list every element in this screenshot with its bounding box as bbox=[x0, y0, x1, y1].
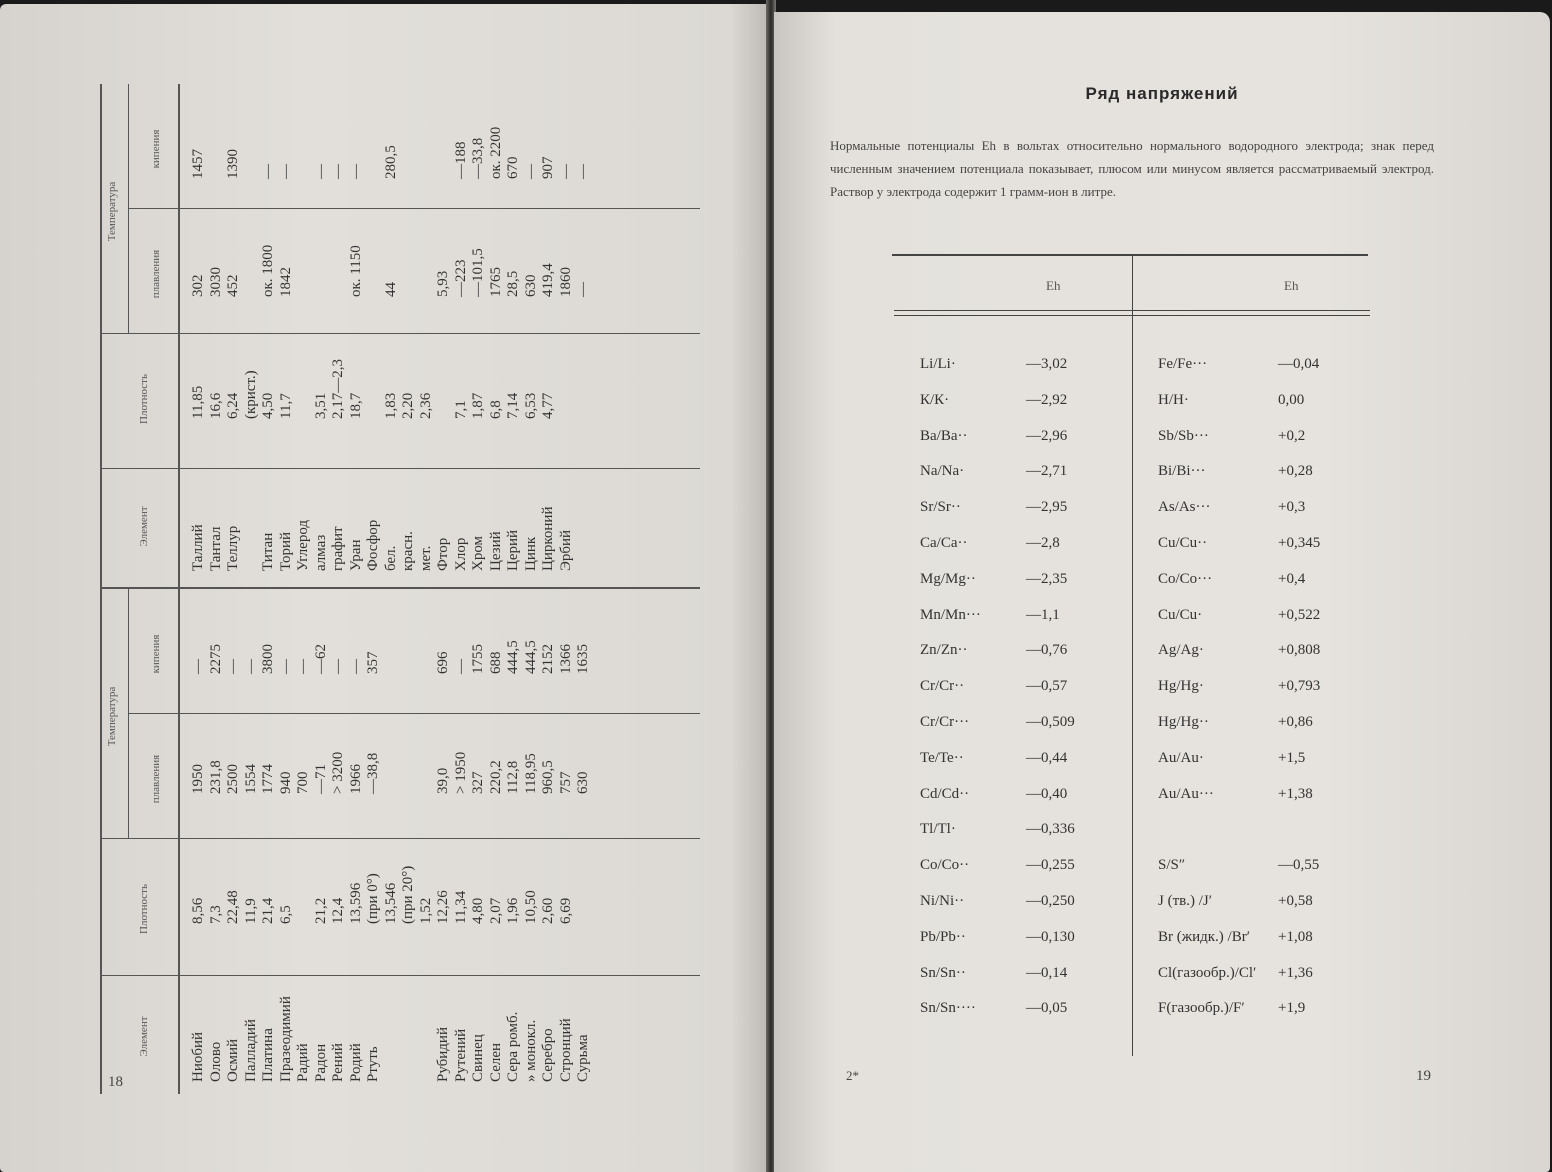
cell: 907 bbox=[540, 156, 556, 179]
cell: бел. bbox=[382, 545, 399, 571]
cell: Титан bbox=[260, 532, 276, 571]
rule bbox=[128, 84, 129, 334]
cell: 444,5 bbox=[505, 640, 521, 674]
potential-value: —0,336 bbox=[1026, 821, 1075, 838]
cell: — bbox=[312, 164, 329, 179]
cell: Селен bbox=[487, 1042, 504, 1082]
cell: Уран bbox=[347, 539, 364, 571]
potential-value: —2,8 bbox=[1026, 535, 1060, 551]
element-properties-table bbox=[100, 84, 720, 1094]
melting-column bbox=[190, 245, 593, 297]
cell: 1966 bbox=[347, 764, 364, 794]
cell: —223 bbox=[452, 259, 469, 297]
cell: Рубидий bbox=[435, 1027, 451, 1082]
electrode-pair: К/К· bbox=[920, 391, 950, 408]
cell: 4,50 bbox=[260, 392, 276, 419]
electrode-pair: Pb/Pb·· bbox=[920, 928, 966, 945]
cell: красн. bbox=[400, 531, 416, 571]
cell: Платина bbox=[260, 1028, 276, 1082]
header-boiling: кипения bbox=[150, 634, 162, 674]
cell: — bbox=[452, 659, 469, 674]
cell: 2,60 bbox=[540, 897, 556, 924]
potential-value: —0,04 bbox=[1278, 356, 1320, 372]
cell: > 1950 bbox=[452, 751, 469, 794]
cell: 220,2 bbox=[487, 760, 504, 794]
table-block-1 bbox=[100, 589, 720, 1094]
cell: 688 bbox=[487, 651, 504, 674]
electrode-pair: Cu/Cu·· bbox=[1158, 535, 1208, 551]
potential-value: +0,522 bbox=[1278, 606, 1321, 623]
cell: 4,77 bbox=[540, 392, 556, 419]
page-title: Ряд напряжений bbox=[1085, 84, 1239, 103]
rule bbox=[100, 333, 700, 334]
potential-value: —1,1 bbox=[1026, 606, 1060, 623]
potential-value: —2,71 bbox=[1026, 463, 1068, 480]
cell: Серебро bbox=[540, 1028, 556, 1082]
header-element: Элемент bbox=[138, 506, 150, 547]
header-eh-right: Eh bbox=[1284, 278, 1299, 293]
cell: — bbox=[347, 659, 364, 674]
cell: 757 bbox=[557, 771, 574, 794]
cell: 4,80 bbox=[470, 897, 486, 924]
potential-value: +0,3 bbox=[1278, 499, 1306, 516]
cell: 1635 bbox=[575, 644, 591, 674]
cell: Радон bbox=[312, 1043, 329, 1082]
potential-value: —2,92 bbox=[1026, 391, 1068, 408]
cell: Фтор bbox=[435, 537, 451, 571]
cell: 6,5 bbox=[277, 905, 294, 924]
cell: 10,50 bbox=[522, 890, 539, 924]
rule bbox=[128, 208, 700, 209]
electrode-pair: J (тв.) /J′ bbox=[1158, 893, 1213, 909]
cell: 12,26 bbox=[435, 890, 451, 924]
electrode-pair: Mn/Mn··· bbox=[920, 606, 981, 623]
right-page bbox=[774, 12, 1550, 1172]
cell: —188 bbox=[452, 141, 469, 179]
page-number-left: 18 bbox=[108, 1074, 123, 1090]
potential-value: +0,2 bbox=[1278, 427, 1306, 444]
cell: 1860 bbox=[557, 267, 574, 297]
header-density: Плотность bbox=[138, 374, 150, 424]
potential-value: —0,55 bbox=[1278, 857, 1320, 874]
electrode-pair: Au/Au· bbox=[1158, 749, 1204, 766]
cell: 13,596 bbox=[347, 882, 364, 924]
cell: 118,95 bbox=[522, 753, 539, 794]
cell: алмаз bbox=[312, 534, 329, 571]
cell: 3030 bbox=[207, 267, 224, 297]
cell: Стронций bbox=[557, 1018, 574, 1082]
cell: 302 bbox=[190, 274, 206, 297]
cell: Палладий bbox=[242, 1019, 259, 1082]
potential-value: —0,40 bbox=[1026, 785, 1068, 802]
cell: 1390 bbox=[225, 149, 241, 179]
cell: 6,24 bbox=[225, 392, 241, 419]
potential-value: —0,05 bbox=[1026, 1000, 1068, 1017]
cell: Теллур bbox=[225, 525, 241, 571]
electrode-pair: Sn/Sn·· bbox=[920, 964, 966, 981]
header-melting: плавления bbox=[150, 754, 162, 804]
electrode-pair: Co/Co··· bbox=[1158, 570, 1213, 587]
rule bbox=[128, 713, 700, 714]
cell: 12,4 bbox=[330, 897, 346, 924]
potential-value: —0,57 bbox=[1026, 678, 1068, 695]
potential-value: —0,509 bbox=[1026, 714, 1075, 730]
electrode-pair: Cr/Cr·· bbox=[920, 678, 965, 695]
cell: графит bbox=[330, 526, 346, 571]
cell: 630 bbox=[575, 771, 591, 794]
cell: Углерод bbox=[295, 519, 311, 571]
melting-column bbox=[190, 752, 593, 794]
cell: 39,0 bbox=[435, 767, 451, 794]
cell: — bbox=[190, 659, 206, 674]
cell: 1457 bbox=[190, 149, 206, 179]
electrode-pair: Co/Co·· bbox=[920, 857, 970, 874]
electrode-pair: Tl/Tl· bbox=[920, 821, 956, 838]
potential-value: +1,08 bbox=[1278, 928, 1313, 945]
cell: 11,7 bbox=[277, 393, 294, 419]
electrode-pair: Bi/Bi··· bbox=[1158, 463, 1206, 480]
cell: 7,3 bbox=[207, 905, 224, 924]
cell: 1,83 bbox=[382, 392, 399, 419]
cell: 630 bbox=[522, 274, 539, 297]
cell: 1950 bbox=[190, 764, 206, 794]
cell: Цезий bbox=[487, 531, 504, 571]
element-column bbox=[190, 507, 575, 571]
cell: 21,4 bbox=[260, 897, 276, 924]
electrode-pair: F(газообр.)/F′ bbox=[1158, 1000, 1245, 1017]
electrode-pair: Hg/Hg· bbox=[1158, 678, 1204, 695]
potential-value: 0,00 bbox=[1278, 391, 1305, 408]
electrode-pair: Cr/Cr··· bbox=[920, 714, 970, 730]
cell: 3,51 bbox=[312, 392, 329, 419]
cell: —101,5 bbox=[470, 248, 486, 297]
cell: 6,53 bbox=[522, 392, 539, 419]
cell: мет. bbox=[417, 545, 434, 571]
header-boiling: кипения bbox=[150, 129, 162, 169]
cell: 1,52 bbox=[417, 897, 434, 924]
cell: Празеодимий bbox=[277, 996, 294, 1082]
cell: Ниобий bbox=[190, 1031, 206, 1082]
cell: Олово bbox=[207, 1041, 224, 1082]
potential-value: +0,808 bbox=[1278, 642, 1321, 659]
header-melting: плавления bbox=[150, 249, 162, 299]
cell: — bbox=[575, 164, 591, 179]
electrode-pair: Cd/Cd·· bbox=[920, 785, 970, 802]
cell: 7,14 bbox=[505, 392, 521, 419]
potential-value: +1,38 bbox=[1278, 785, 1313, 802]
cell: 419,4 bbox=[540, 263, 556, 297]
cell: Ртуть bbox=[365, 1046, 381, 1082]
cell: Таллий bbox=[190, 524, 206, 571]
potential-value: —0,44 bbox=[1026, 749, 1068, 766]
cell: (при 20°) bbox=[400, 865, 416, 924]
cell: — bbox=[225, 659, 241, 674]
potential-value: —2,35 bbox=[1026, 570, 1068, 587]
cell: 231,8 bbox=[207, 760, 224, 794]
cell: Тантал bbox=[207, 526, 224, 571]
cell: 1,96 bbox=[505, 897, 521, 924]
electrode-pair: Na/Na· bbox=[920, 463, 965, 480]
cell: Родий bbox=[347, 1043, 364, 1082]
cell: 1765 bbox=[487, 267, 504, 297]
potential-value: —0,14 bbox=[1026, 964, 1068, 981]
electrode-pair: Ag/Ag· bbox=[1158, 642, 1204, 659]
cell: Радий bbox=[295, 1043, 311, 1082]
cell: —71 bbox=[312, 764, 329, 794]
element-column bbox=[190, 996, 593, 1082]
cell: 18,7 bbox=[347, 392, 364, 419]
cell: —33,8 bbox=[470, 137, 486, 179]
cell: Хром bbox=[470, 535, 486, 571]
cell: — bbox=[557, 164, 574, 179]
table-divider bbox=[1132, 256, 1133, 1056]
rule bbox=[178, 589, 180, 1094]
cell: 6,8 bbox=[487, 400, 504, 419]
potential-value: —0,255 bbox=[1026, 857, 1075, 874]
electrode-pair: Te/Te·· bbox=[920, 749, 964, 766]
cell: 670 bbox=[505, 156, 521, 179]
potential-value: +0,4 bbox=[1278, 570, 1306, 587]
potential-value: +0,58 bbox=[1278, 893, 1313, 909]
electrode-pair: Cu/Cu· bbox=[1158, 606, 1203, 623]
cell: 21,2 bbox=[312, 897, 329, 924]
cell: 2,17—2,3 bbox=[330, 359, 346, 419]
header-temperature: Температура bbox=[106, 686, 118, 747]
rule bbox=[100, 84, 102, 589]
cell: 700 bbox=[295, 771, 311, 794]
cell: Рутений bbox=[452, 1028, 469, 1082]
potential-value: —0,76 bbox=[1026, 642, 1068, 659]
cell: 3800 bbox=[260, 644, 276, 674]
rotated-table-wrapper bbox=[100, 84, 720, 1094]
cell: 960,5 bbox=[540, 760, 556, 794]
electrode-pair: Cl(газообр.)/Cl′ bbox=[1158, 964, 1257, 981]
cell: ок. 1150 bbox=[347, 245, 364, 297]
description-paragraph: Нормальные потенциалы Eh в вольтах относительно нормального водородного электрода; знак перед численным значением потенциала показывает, плюсом или минусом является рассматриваемый электрод. Раствор у электрода содержит 1 грамм-ион в литре. bbox=[830, 138, 1434, 199]
density-column bbox=[190, 866, 575, 924]
cell: 11,34 bbox=[452, 890, 469, 924]
header-eh-left: Eh bbox=[1046, 278, 1061, 293]
cell: 2275 bbox=[207, 644, 224, 674]
electrode-pair: Zn/Zn·· bbox=[920, 642, 968, 659]
cell: 452 bbox=[225, 274, 241, 297]
cell: 8,56 bbox=[190, 897, 206, 924]
cell: > 3200 bbox=[330, 751, 346, 794]
cell: 28,5 bbox=[505, 270, 521, 297]
cell: Сера ромб. bbox=[505, 1011, 521, 1082]
cell: 44 bbox=[382, 282, 399, 297]
electrode-pair: Hg/Hg·· bbox=[1158, 714, 1209, 730]
potential-value: +0,345 bbox=[1278, 535, 1321, 551]
cell: 13,546 bbox=[382, 882, 399, 924]
electrode-pair: Au/Au··· bbox=[1158, 785, 1214, 802]
electrode-pair: S/S″ bbox=[1158, 857, 1186, 874]
potential-value: —2,96 bbox=[1026, 427, 1068, 444]
potential-value: —0,130 bbox=[1026, 928, 1075, 945]
cell: Цирконий bbox=[540, 506, 556, 571]
electrode-pair: H/H· bbox=[1158, 391, 1189, 408]
cell: 1,87 bbox=[470, 392, 486, 419]
cell: » монокл. bbox=[522, 1019, 539, 1082]
potential-value: +0,86 bbox=[1278, 714, 1313, 730]
cell: (крист.) bbox=[242, 370, 259, 419]
potential-value: —3,02 bbox=[1026, 356, 1068, 372]
potential-value: +1,9 bbox=[1278, 1000, 1306, 1017]
cell: 2,36 bbox=[417, 392, 434, 419]
cell: — bbox=[260, 164, 276, 179]
boiling-column bbox=[190, 640, 593, 674]
cell: 357 bbox=[365, 651, 381, 674]
cell: 7,1 bbox=[452, 400, 469, 419]
potential-value: +1,36 bbox=[1278, 964, 1313, 981]
cell: Осмий bbox=[225, 1038, 241, 1082]
electrode-pair: Sn/Sn···· bbox=[920, 1000, 976, 1017]
density-column bbox=[190, 359, 558, 419]
table-top-rule bbox=[892, 254, 1368, 256]
cell: 1774 bbox=[260, 764, 276, 794]
cell: 280,5 bbox=[382, 145, 399, 179]
cell: —38,8 bbox=[365, 752, 381, 794]
cell: 327 bbox=[470, 771, 486, 794]
potential-value: +0,793 bbox=[1278, 678, 1321, 695]
cell: — bbox=[242, 659, 259, 674]
electrode-pair: Sb/Sb··· bbox=[1158, 427, 1209, 444]
rule bbox=[128, 589, 129, 839]
cell: ок. 2200 bbox=[487, 126, 504, 179]
header-density: Плотность bbox=[138, 884, 150, 934]
left-page bbox=[0, 4, 768, 1172]
potential-value: —2,95 bbox=[1026, 499, 1068, 516]
cell: Церий bbox=[505, 529, 521, 571]
cell: 6,69 bbox=[557, 897, 574, 924]
rule bbox=[100, 468, 700, 469]
cell: 1366 bbox=[557, 644, 574, 674]
electrode-pair: Mg/Mg·· bbox=[920, 570, 976, 587]
rule bbox=[100, 589, 102, 1094]
electrode-pair: Sr/Sr·· bbox=[920, 499, 961, 516]
cell: — bbox=[347, 164, 364, 179]
rule bbox=[100, 838, 700, 839]
potential-value: —0,250 bbox=[1026, 893, 1075, 909]
cell: 1755 bbox=[470, 644, 486, 674]
cell: — bbox=[575, 282, 591, 297]
header-temperature: Температура bbox=[106, 181, 118, 242]
cell: ок. 1800 bbox=[260, 244, 276, 297]
electrode-pair: Ca/Ca·· bbox=[920, 535, 968, 551]
cell: 112,8 bbox=[505, 760, 521, 794]
cell: Эрбий bbox=[557, 529, 574, 571]
cell: 11,85 bbox=[190, 385, 206, 419]
cell: Торий bbox=[277, 531, 294, 571]
electrode-pair: Li/Li· bbox=[920, 356, 956, 372]
table-block-2 bbox=[100, 84, 720, 589]
electrode-pair: As/As··· bbox=[1158, 499, 1211, 516]
cell: Рений bbox=[330, 1043, 346, 1082]
rule bbox=[100, 587, 700, 589]
cell: 1554 bbox=[242, 764, 259, 794]
cell: 22,48 bbox=[225, 890, 241, 924]
potential-value: +1,5 bbox=[1278, 749, 1306, 766]
cell: —62 bbox=[312, 644, 329, 674]
cell: — bbox=[277, 659, 294, 674]
cell: Фосфор bbox=[365, 519, 381, 571]
cell: — bbox=[277, 164, 294, 179]
cell: Свинец bbox=[470, 1034, 486, 1082]
cell: 2,20 bbox=[400, 392, 416, 419]
cell: 1842 bbox=[277, 267, 294, 297]
cell: (при 0°) bbox=[365, 873, 381, 924]
cell: 16,6 bbox=[207, 392, 224, 419]
cell: — bbox=[330, 659, 346, 674]
electrode-pair: Br (жидк.) /Br′ bbox=[1158, 928, 1250, 945]
cell: — bbox=[522, 164, 539, 179]
cell: — bbox=[295, 659, 311, 674]
cell: 940 bbox=[277, 771, 294, 794]
cell: — bbox=[330, 164, 346, 179]
cell: 444,5 bbox=[522, 640, 539, 674]
electrode-pair: Fe/Fe··· bbox=[1158, 356, 1208, 372]
cell: Хлор bbox=[452, 537, 469, 571]
boiling-column bbox=[190, 127, 593, 179]
cell: 696 bbox=[435, 651, 451, 674]
cell: 11,9 bbox=[242, 898, 259, 924]
signature-mark: 2* bbox=[846, 1068, 859, 1083]
potential-value: +0,28 bbox=[1278, 463, 1313, 480]
cell: Цинк bbox=[522, 536, 539, 571]
page-number-right: 19 bbox=[1416, 1068, 1431, 1084]
rule bbox=[178, 84, 180, 589]
cell: 2152 bbox=[540, 644, 556, 674]
electrode-pair: Ba/Ba·· bbox=[920, 427, 968, 444]
cell: 5,93 bbox=[435, 270, 451, 297]
rule bbox=[100, 975, 700, 976]
electrode-pair: Ni/Ni·· bbox=[920, 893, 965, 909]
cell: 2500 bbox=[225, 764, 241, 794]
header-element: Элемент bbox=[138, 1016, 150, 1057]
cell: 2,07 bbox=[487, 897, 504, 924]
cell: Сурьма bbox=[575, 1034, 591, 1082]
